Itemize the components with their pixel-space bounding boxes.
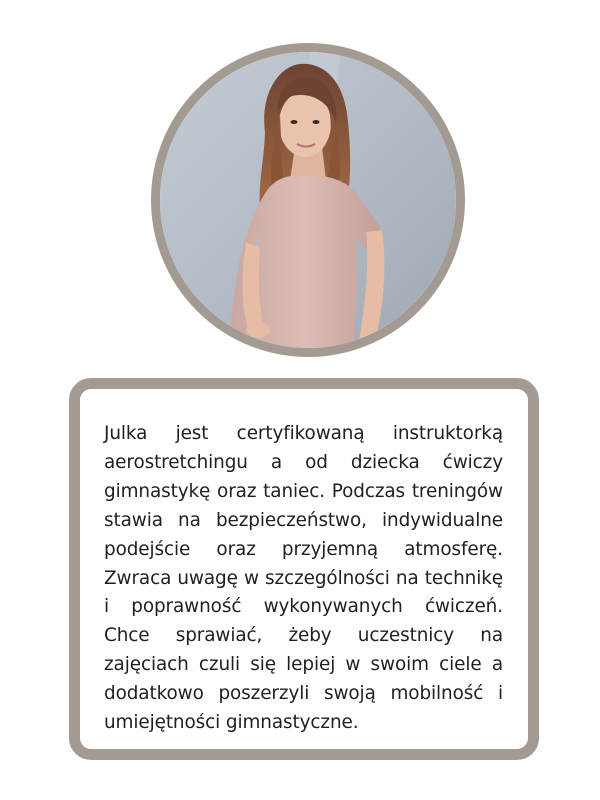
bio-card bbox=[69, 378, 539, 760]
bio-text: Julka jest certyfikowaną instruktorką aerostretchingu a od dziecka ćwiczy gimnastykę oraz taniec. Podczas treningów stawia na bezpieczeństwo, indywidualne podejście oraz przyjemną atmosferę. Zwraca uwagę w szczególności na technikę i poprawność wykonywanych ćwiczeń. Chce sprawiać, żeby uczestnicy na zajęciach czuli się lepiej w swoim ciele a dodatkowo poszerzyli swoją mobilność i umiejętności gimnastyczne. bbox=[104, 423, 503, 734]
portrait-photo bbox=[151, 43, 465, 357]
woman-portrait-icon bbox=[160, 52, 456, 348]
